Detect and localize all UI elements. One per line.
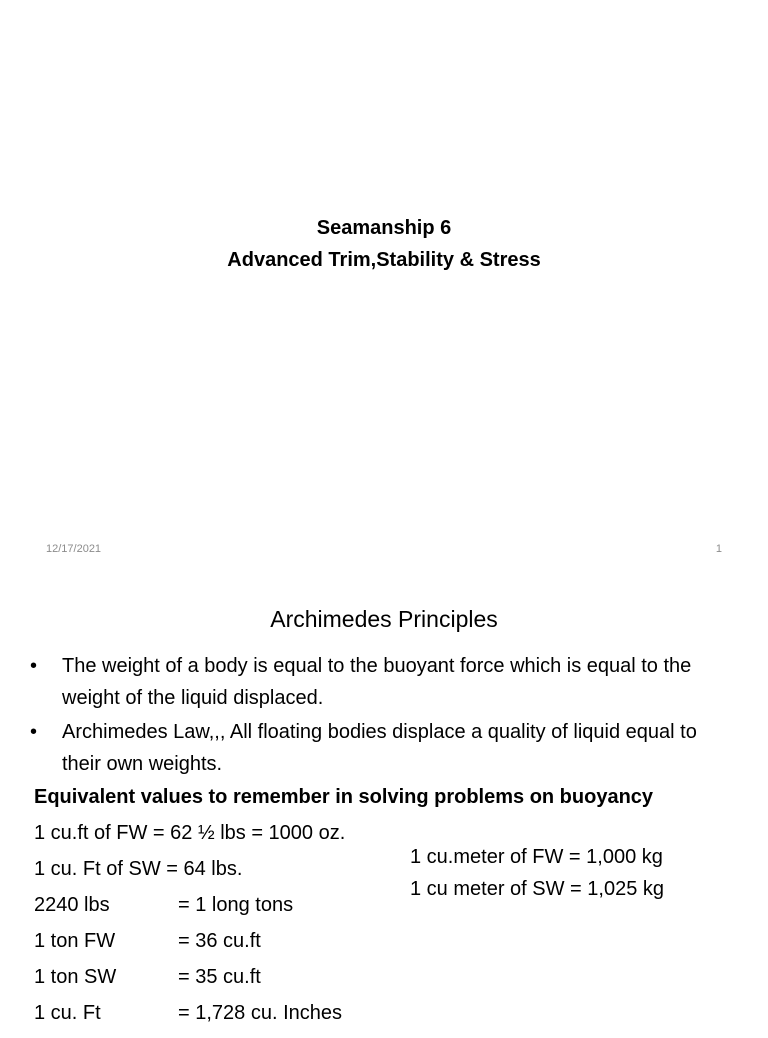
slide-2 xyxy=(0,576,768,1024)
bullet-dot: • xyxy=(30,721,38,743)
equivalent-row xyxy=(34,930,434,966)
right-equivalents xyxy=(410,846,750,910)
slide-1-subtitle: Advanced Trim,Stability & Stress xyxy=(227,249,541,271)
equivalent-text: 1 cu.meter of FW = 1,000 kg xyxy=(410,846,663,868)
slide-1-title-block xyxy=(0,212,768,276)
bullet-item xyxy=(30,650,730,714)
equivalent-row xyxy=(34,822,434,858)
equivalent-row xyxy=(34,966,434,1002)
bullet-list xyxy=(30,650,730,782)
equivalent-row xyxy=(34,894,434,930)
equivalent-row xyxy=(34,1002,434,1038)
slide-1-date: 12/17/2021 xyxy=(46,543,102,555)
slide-1-page-number: 1 xyxy=(715,543,722,555)
equivalent-text: 1 cu.ft of FW = 62 ½ lbs = 1000 oz. xyxy=(34,822,346,844)
equivalent-row xyxy=(34,858,434,894)
equivalents-heading: Equivalent values to remember in solving problems on buoyancy xyxy=(34,786,654,808)
slide-1-title: Seamanship 6 xyxy=(316,217,452,239)
equivalent-text: 1 cu. Ft of SW = 64 lbs. xyxy=(34,858,243,880)
bullet-text: Archimedes Law,,, All floating bodies displace a quality of liquid equal to their own weights. xyxy=(62,721,697,775)
equivalent-rhs: = 1 long tons xyxy=(178,894,294,916)
bullet-text: The weight of a body is equal to the buoyant force which is equal to the weight of the liquid displaced. xyxy=(62,655,692,709)
equivalent-lhs: 1 ton SW xyxy=(34,966,117,988)
slide-2-title: Archimedes Principles xyxy=(270,606,498,632)
equivalent-rhs: = 1,728 cu. Inches xyxy=(178,1002,343,1024)
left-equivalents xyxy=(34,822,434,1038)
equivalent-text: 1 cu meter of SW = 1,025 kg xyxy=(410,878,665,900)
equivalent-lhs: 1 cu. Ft xyxy=(34,1002,101,1024)
equivalent-lhs: 2240 lbs xyxy=(34,894,110,916)
equivalent-rhs: = 36 cu.ft xyxy=(178,930,261,952)
equivalent-rhs: = 35 cu.ft xyxy=(178,966,261,988)
bullet-dot: • xyxy=(30,655,38,677)
bullet-item xyxy=(30,716,730,780)
equivalent-lhs: 1 ton FW xyxy=(34,930,116,952)
